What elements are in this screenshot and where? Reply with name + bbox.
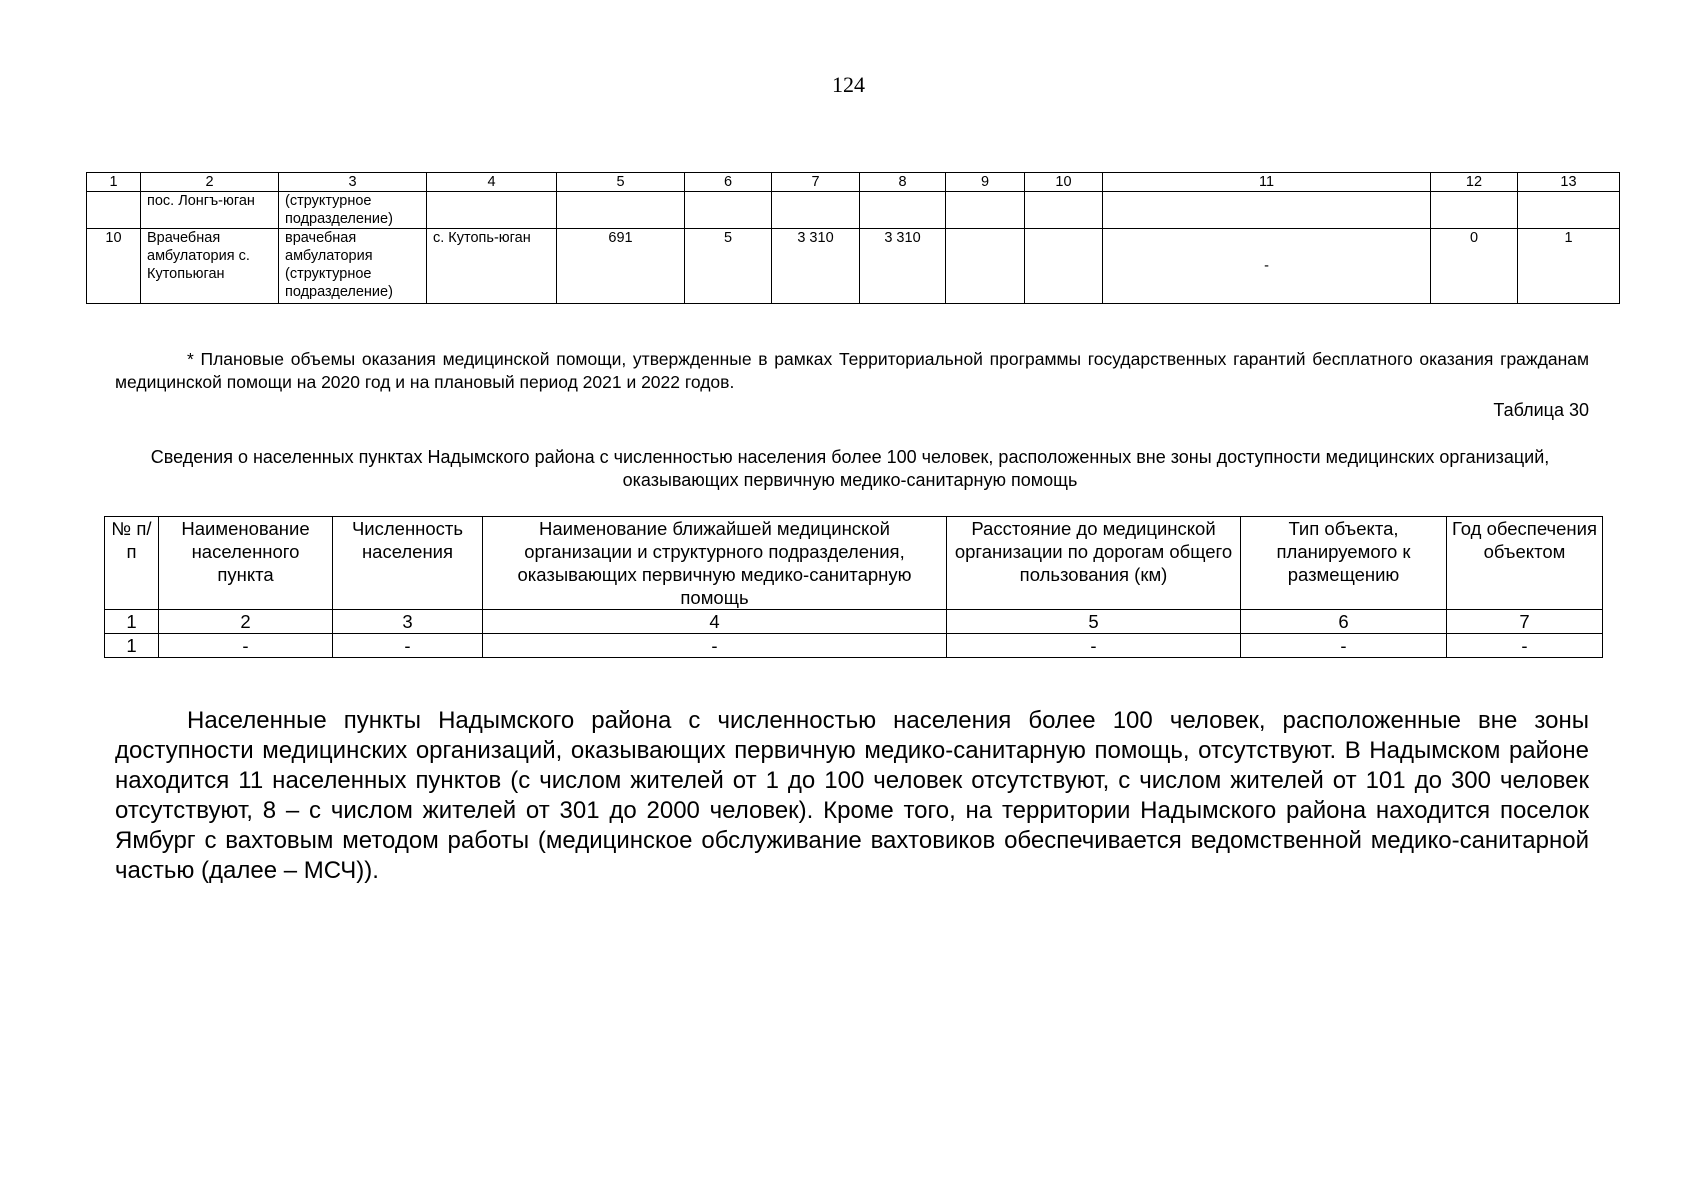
table1-header: 7	[772, 173, 860, 192]
table2-cell: -	[1241, 634, 1447, 658]
table1-header: 10	[1025, 173, 1103, 192]
table1-cell: врачебная амбулатория (структурное подразделение)	[279, 229, 427, 304]
table-row	[105, 634, 1603, 658]
table1-cell	[946, 229, 1025, 304]
table2-number-cell: 4	[483, 610, 947, 634]
table2-header: Наименование населенного пункта	[159, 517, 333, 610]
page-number: 124	[832, 72, 865, 97]
table1-header: 1	[87, 173, 141, 192]
table1-cell	[1025, 229, 1103, 304]
table1-cell	[557, 192, 685, 229]
table1-cell	[1025, 192, 1103, 229]
table1-cell	[772, 192, 860, 229]
table2-cell: -	[947, 634, 1241, 658]
table2-number-cell: 5	[947, 610, 1241, 634]
table2-cell: -	[159, 634, 333, 658]
table1-header-row	[87, 173, 1620, 192]
footnote: * Плановые объемы оказания медицинской помощи, утвержденные в рамках Территориальной программы государственных гарантий бесплатного оказания гражданам медицинской помощи на 2020 год и на плановый период 2021 и 2022 годов.	[115, 348, 1589, 392]
table2-number-cell: 2	[159, 610, 333, 634]
table1-cell: 0	[1431, 229, 1518, 304]
table-caption: Сведения о населенных пунктах Надымского района с численностью населения более 100 человек, расположенных вне зоны доступности медицинских организаций, оказывающих первичную медико-санитарную помощь	[150, 447, 1550, 490]
table1-cell	[1431, 192, 1518, 229]
table2-header: Расстояние до медицинской организации по дорогам общего пользования (км)	[947, 517, 1241, 610]
table1-cell: 3 310	[860, 229, 946, 304]
table2-cell: -	[333, 634, 483, 658]
table1-header: 13	[1518, 173, 1620, 192]
table2-header: № п/п	[105, 517, 159, 610]
table1-cell: Врачебная амбулатория с. Кутопьюган	[141, 229, 279, 304]
table2-cell: -	[1447, 634, 1603, 658]
table2-cell: -	[483, 634, 947, 658]
table2-header: Численность населения	[333, 517, 483, 610]
table1-cell: (структурное подразделение)	[279, 192, 427, 229]
table2-cell: 1	[105, 634, 159, 658]
table1-cell	[427, 192, 557, 229]
settlements-table	[104, 516, 1603, 658]
table1-cell: 3 310	[772, 229, 860, 304]
table2-number-cell: 1	[105, 610, 159, 634]
table1-header: 11	[1103, 173, 1431, 192]
table1-header: 2	[141, 173, 279, 192]
medical-volumes-table	[86, 172, 1620, 304]
table1-cell: 1	[1518, 229, 1620, 304]
table2-number-cell: 6	[1241, 610, 1447, 634]
table1-header: 8	[860, 173, 946, 192]
table-number: Таблица 30	[1493, 400, 1589, 420]
table2-header: Наименование ближайшей медицинской организации и структурного подразделения, оказывающих первичную медико-санитарную помощь	[483, 517, 947, 610]
table1-cell	[860, 192, 946, 229]
table-row	[87, 192, 1620, 229]
table1-header: 4	[427, 173, 557, 192]
table1-cell: 10	[87, 229, 141, 304]
table1-cell	[685, 192, 772, 229]
table-row	[87, 229, 1620, 304]
table1-header: 5	[557, 173, 685, 192]
table2-header-row	[105, 517, 1603, 610]
table1-header: 9	[946, 173, 1025, 192]
table1-cell: -	[1103, 229, 1431, 304]
table1-cell: 691	[557, 229, 685, 304]
table2-number-cell: 7	[1447, 610, 1603, 634]
table1-cell: с. Кутопь-юган	[427, 229, 557, 304]
table2-number-cell: 3	[333, 610, 483, 634]
table2-number-row	[105, 610, 1603, 634]
table1-header: 3	[279, 173, 427, 192]
table2-header: Год обеспечения объектом	[1447, 517, 1603, 610]
body-paragraph: Населенные пункты Надымского района с численностью населения более 100 человек, расположенные вне зоны доступности медицинских организаций, оказывающих первичную медико-санитарную помощь, отсутствуют. В Надымском районе находится 11 населенных пунктов (с числом жителей от 1 до 100 человек отсутствуют, с числом жителей от 101 до 300 человек отсутствуют, 8 – с числом жителей от 301 до 2000 человек). Кроме того, на территории Надымского района находится поселок Ямбург с вахтовым методом работы (медицинское обслуживание вахтовиков обеспечивается ведомственной медико-санитарной частью (далее – МСЧ)).	[115, 707, 1589, 884]
table1-cell: 5	[685, 229, 772, 304]
table1-cell	[1518, 192, 1620, 229]
table1-cell	[1103, 192, 1431, 229]
table1-header: 6	[685, 173, 772, 192]
table1-cell	[87, 192, 141, 229]
table1-cell: пос. Лонгъ-юган	[141, 192, 279, 229]
table2-header: Тип объекта, планируемого к размещению	[1241, 517, 1447, 610]
table1-header: 12	[1431, 173, 1518, 192]
table1-cell	[946, 192, 1025, 229]
